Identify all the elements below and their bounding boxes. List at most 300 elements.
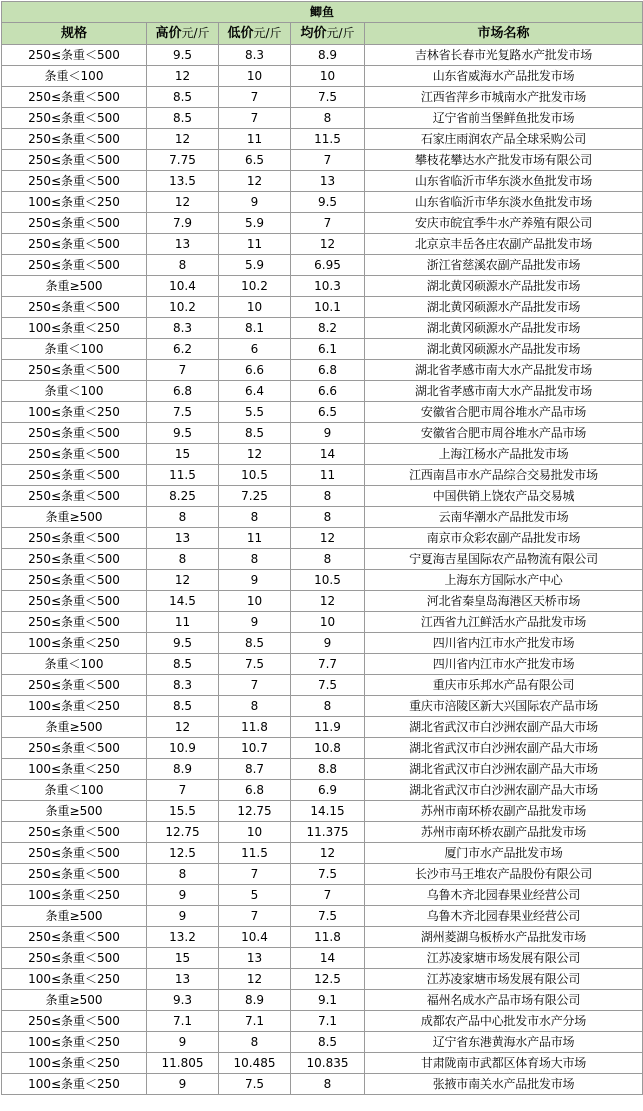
cell-avg: 10.5: [291, 570, 365, 591]
table-row: [2, 171, 643, 192]
cell-low: 10.485: [219, 1053, 291, 1074]
cell-high: 8.3: [147, 675, 219, 696]
cell-high: 9: [147, 1032, 219, 1053]
cell-low: 6: [219, 339, 291, 360]
cell-avg: 9.5: [291, 192, 365, 213]
cell-market: 浙江省慈溪农副产品批发市场: [365, 255, 643, 276]
cell-low: 12: [219, 444, 291, 465]
cell-high: 7.5: [147, 402, 219, 423]
cell-spec: 250≤条重＜500: [2, 738, 147, 759]
cell-avg: 8: [291, 486, 365, 507]
cell-low: 8: [219, 549, 291, 570]
cell-spec: 250≤条重＜500: [2, 927, 147, 948]
cell-avg: 8: [291, 549, 365, 570]
cell-high: 12: [147, 717, 219, 738]
cell-avg: 7.5: [291, 87, 365, 108]
cell-high: 7.75: [147, 150, 219, 171]
cell-avg: 12: [291, 528, 365, 549]
cell-avg: 12.5: [291, 969, 365, 990]
cell-market: 湖北省武汉市白沙洲农副产品大市场: [365, 780, 643, 801]
cell-spec: 250≤条重＜500: [2, 234, 147, 255]
cell-market: 湖北黄冈硕源水产品批发市场: [365, 276, 643, 297]
cell-high: 11: [147, 612, 219, 633]
cell-high: 10.2: [147, 297, 219, 318]
cell-spec: 条重＜100: [2, 654, 147, 675]
cell-low: 7: [219, 87, 291, 108]
table-header-row: [2, 23, 643, 45]
header-high: [147, 23, 219, 45]
cell-spec: 250≤条重＜500: [2, 591, 147, 612]
header-high-label: 高价: [155, 26, 182, 41]
cell-high: 12: [147, 192, 219, 213]
cell-low: 8.3: [219, 45, 291, 66]
cell-avg: 12: [291, 843, 365, 864]
cell-spec: 条重≥500: [2, 276, 147, 297]
table-row: [2, 213, 643, 234]
header-spec: 规格: [2, 23, 147, 45]
cell-high: 7.9: [147, 213, 219, 234]
cell-low: 7: [219, 108, 291, 129]
cell-high: 9.5: [147, 423, 219, 444]
cell-avg: 7.5: [291, 906, 365, 927]
cell-high: 9.5: [147, 633, 219, 654]
cell-market: 张掖市南关水产品批发市场: [365, 1074, 643, 1095]
cell-market: 辽宁省前当堡鲜鱼批发市场: [365, 108, 643, 129]
cell-spec: 250≤条重＜500: [2, 213, 147, 234]
cell-spec: 250≤条重＜500: [2, 843, 147, 864]
cell-avg: 6.9: [291, 780, 365, 801]
cell-spec: 100≤条重＜250: [2, 759, 147, 780]
cell-spec: 100≤条重＜250: [2, 1053, 147, 1074]
table-row: [2, 45, 643, 66]
cell-spec: 条重≥500: [2, 507, 147, 528]
cell-avg: 14: [291, 948, 365, 969]
cell-spec: 100≤条重＜250: [2, 696, 147, 717]
table-row: [2, 696, 643, 717]
table-row: [2, 759, 643, 780]
cell-high: 8.9: [147, 759, 219, 780]
table-row: [2, 591, 643, 612]
cell-market: 四川省内江市水产批发市场: [365, 654, 643, 675]
cell-spec: 250≤条重＜500: [2, 360, 147, 381]
cell-market: 乌鲁木齐北园春果业经营公司: [365, 906, 643, 927]
cell-low: 6.4: [219, 381, 291, 402]
table-row: [2, 612, 643, 633]
cell-high: 11.805: [147, 1053, 219, 1074]
table-row: [2, 885, 643, 906]
cell-avg: 11.375: [291, 822, 365, 843]
cell-low: 7.5: [219, 1074, 291, 1095]
table-row: [2, 675, 643, 696]
cell-low: 8: [219, 1032, 291, 1053]
cell-market: 湖北省武汉市白沙洲农副产品大市场: [365, 717, 643, 738]
cell-spec: 100≤条重＜250: [2, 318, 147, 339]
cell-market: 长沙市马王堆农产品股份有限公司: [365, 864, 643, 885]
cell-high: 9: [147, 1074, 219, 1095]
table-row: [2, 276, 643, 297]
cell-market: 福州名成水产品市场有限公司: [365, 990, 643, 1011]
table-row: [2, 822, 643, 843]
cell-avg: 9: [291, 633, 365, 654]
cell-avg: 12: [291, 234, 365, 255]
cell-low: 9: [219, 570, 291, 591]
cell-high: 8: [147, 864, 219, 885]
cell-low: 8: [219, 696, 291, 717]
cell-high: 9.3: [147, 990, 219, 1011]
header-low-unit: 元/斤: [253, 26, 282, 40]
table-row: [2, 423, 643, 444]
cell-high: 12: [147, 570, 219, 591]
cell-spec: 250≤条重＜500: [2, 486, 147, 507]
cell-spec: 100≤条重＜250: [2, 885, 147, 906]
cell-market: 湖北省孝感市南大水产品批发市场: [365, 360, 643, 381]
header-low: [219, 23, 291, 45]
cell-low: 8.9: [219, 990, 291, 1011]
cell-high: 6.8: [147, 381, 219, 402]
cell-spec: 条重＜100: [2, 339, 147, 360]
cell-spec: 条重≥500: [2, 906, 147, 927]
cell-market: 湖北省武汉市白沙洲农副产品大市场: [365, 738, 643, 759]
cell-high: 12: [147, 66, 219, 87]
table-row: [2, 927, 643, 948]
table-row: [2, 402, 643, 423]
cell-high: 15: [147, 948, 219, 969]
cell-spec: 250≤条重＜500: [2, 570, 147, 591]
cell-market: 湖北省武汉市白沙洲农副产品大市场: [365, 759, 643, 780]
cell-low: 8.5: [219, 633, 291, 654]
cell-low: 8.7: [219, 759, 291, 780]
cell-high: 8.25: [147, 486, 219, 507]
cell-spec: 250≤条重＜500: [2, 612, 147, 633]
cell-low: 9: [219, 612, 291, 633]
cell-low: 13: [219, 948, 291, 969]
cell-high: 7.1: [147, 1011, 219, 1032]
cell-avg: 10.835: [291, 1053, 365, 1074]
cell-spec: 100≤条重＜250: [2, 969, 147, 990]
cell-low: 10: [219, 822, 291, 843]
table-row: [2, 864, 643, 885]
table-row: [2, 444, 643, 465]
table-row: [2, 528, 643, 549]
cell-avg: 7.7: [291, 654, 365, 675]
cell-avg: 14.15: [291, 801, 365, 822]
cell-market: 江西省萍乡市城南水产批发市场: [365, 87, 643, 108]
cell-market: 湖北黄冈硕源水产品批发市场: [365, 339, 643, 360]
cell-low: 11: [219, 528, 291, 549]
table-row: [2, 549, 643, 570]
table-title-row: [2, 2, 643, 23]
table-row: [2, 990, 643, 1011]
table-row: [2, 969, 643, 990]
cell-spec: 250≤条重＜500: [2, 528, 147, 549]
table-row: [2, 255, 643, 276]
cell-low: 5.5: [219, 402, 291, 423]
cell-avg: 8: [291, 507, 365, 528]
cell-avg: 11.8: [291, 927, 365, 948]
cell-high: 10.4: [147, 276, 219, 297]
cell-low: 12.75: [219, 801, 291, 822]
cell-low: 8.1: [219, 318, 291, 339]
cell-avg: 10.3: [291, 276, 365, 297]
cell-market: 湖北省孝感市南大水产品批发市场: [365, 381, 643, 402]
cell-avg: 11: [291, 465, 365, 486]
cell-high: 7: [147, 360, 219, 381]
cell-avg: 8.5: [291, 1032, 365, 1053]
table-row: [2, 150, 643, 171]
cell-market: 安徽省合肥市周谷堆水产品市场: [365, 402, 643, 423]
table-row: [2, 318, 643, 339]
cell-low: 5.9: [219, 255, 291, 276]
cell-market: 重庆市涪陵区新大兴国际农产品市场: [365, 696, 643, 717]
cell-market: 南京市众彩农副产品批发市场: [365, 528, 643, 549]
cell-avg: 6.95: [291, 255, 365, 276]
cell-market: 攀枝花攀达水产批发市场有限公司: [365, 150, 643, 171]
cell-low: 11: [219, 129, 291, 150]
cell-spec: 250≤条重＜500: [2, 549, 147, 570]
cell-spec: 250≤条重＜500: [2, 864, 147, 885]
cell-high: 6.2: [147, 339, 219, 360]
cell-low: 5: [219, 885, 291, 906]
table-row: [2, 360, 643, 381]
cell-spec: 250≤条重＜500: [2, 171, 147, 192]
cell-avg: 7.1: [291, 1011, 365, 1032]
cell-spec: 条重≥500: [2, 801, 147, 822]
cell-market: 安徽省合肥市周谷堆水产品市场: [365, 423, 643, 444]
cell-market: 云南华潮水产品批发市场: [365, 507, 643, 528]
cell-avg: 6.1: [291, 339, 365, 360]
cell-high: 15.5: [147, 801, 219, 822]
cell-avg: 10: [291, 612, 365, 633]
cell-spec: 100≤条重＜250: [2, 192, 147, 213]
table-row: [2, 87, 643, 108]
header-market: 市场名称: [365, 23, 643, 45]
cell-spec: 100≤条重＜250: [2, 1032, 147, 1053]
cell-avg: 8: [291, 696, 365, 717]
cell-low: 11.8: [219, 717, 291, 738]
cell-spec: 250≤条重＜500: [2, 822, 147, 843]
table-row: [2, 780, 643, 801]
table-row: [2, 1074, 643, 1095]
table-row: [2, 339, 643, 360]
cell-market: 江西南昌市水产品综合交易批发市场: [365, 465, 643, 486]
cell-spec: 100≤条重＜250: [2, 402, 147, 423]
cell-avg: 8.2: [291, 318, 365, 339]
cell-market: 重庆市乐邦水产品有限公司: [365, 675, 643, 696]
cell-high: 14.5: [147, 591, 219, 612]
cell-low: 11: [219, 234, 291, 255]
cell-low: 7.1: [219, 1011, 291, 1032]
cell-spec: 100≤条重＜250: [2, 633, 147, 654]
table-row: [2, 1053, 643, 1074]
cell-spec: 250≤条重＜500: [2, 87, 147, 108]
cell-high: 10.9: [147, 738, 219, 759]
cell-high: 8.5: [147, 87, 219, 108]
cell-spec: 250≤条重＜500: [2, 675, 147, 696]
cell-market: 北京京丰岳各庄农副产品批发市场: [365, 234, 643, 255]
cell-avg: 11.5: [291, 129, 365, 150]
cell-avg: 12: [291, 591, 365, 612]
table-title: 鲫鱼: [2, 2, 643, 23]
cell-market: 江苏凌家塘市场发展有限公司: [365, 969, 643, 990]
cell-low: 10: [219, 591, 291, 612]
table-row: [2, 108, 643, 129]
cell-market: 山东省威海水产品批发市场: [365, 66, 643, 87]
cell-market: 湖北黄冈硕源水产品批发市场: [365, 318, 643, 339]
cell-market: 乌鲁木齐北园春果业经营公司: [365, 885, 643, 906]
header-avg-unit: 元/斤: [326, 26, 355, 40]
cell-avg: 10: [291, 66, 365, 87]
table-row: [2, 717, 643, 738]
cell-spec: 250≤条重＜500: [2, 255, 147, 276]
cell-market: 厦门市水产品批发市场: [365, 843, 643, 864]
cell-high: 13: [147, 234, 219, 255]
cell-spec: 250≤条重＜500: [2, 948, 147, 969]
cell-spec: 250≤条重＜500: [2, 297, 147, 318]
cell-low: 11.5: [219, 843, 291, 864]
cell-low: 12: [219, 171, 291, 192]
cell-high: 7: [147, 780, 219, 801]
table-row: [2, 192, 643, 213]
cell-avg: 8: [291, 108, 365, 129]
table-row: [2, 1032, 643, 1053]
cell-avg: 11.9: [291, 717, 365, 738]
table-row: [2, 66, 643, 87]
cell-spec: 250≤条重＜500: [2, 444, 147, 465]
cell-spec: 250≤条重＜500: [2, 108, 147, 129]
cell-spec: 250≤条重＜500: [2, 465, 147, 486]
cell-spec: 250≤条重＜500: [2, 1011, 147, 1032]
cell-high: 8: [147, 549, 219, 570]
cell-market: 吉林省长春市光复路水产批发市场: [365, 45, 643, 66]
cell-spec: 条重≥500: [2, 990, 147, 1011]
cell-high: 12.75: [147, 822, 219, 843]
header-avg: [291, 23, 365, 45]
cell-high: 11.5: [147, 465, 219, 486]
cell-high: 9: [147, 906, 219, 927]
cell-low: 6.8: [219, 780, 291, 801]
table-row: [2, 507, 643, 528]
table-row: [2, 381, 643, 402]
cell-low: 10.2: [219, 276, 291, 297]
cell-avg: 6.5: [291, 402, 365, 423]
cell-spec: 条重＜100: [2, 780, 147, 801]
cell-high: 8.5: [147, 696, 219, 717]
cell-low: 10.7: [219, 738, 291, 759]
cell-market: 上海江杨水产品批发市场: [365, 444, 643, 465]
cell-market: 成都农产品中心批发市水产分场: [365, 1011, 643, 1032]
cell-market: 河北省秦皇岛海港区天桥市场: [365, 591, 643, 612]
header-high-unit: 元/斤: [181, 26, 210, 40]
table-row: [2, 465, 643, 486]
cell-spec: 100≤条重＜250: [2, 1074, 147, 1095]
cell-high: 13: [147, 969, 219, 990]
cell-spec: 条重＜100: [2, 66, 147, 87]
cell-market: 山东省临沂市华东淡水鱼批发市场: [365, 192, 643, 213]
cell-avg: 6.8: [291, 360, 365, 381]
cell-low: 12: [219, 969, 291, 990]
cell-high: 8: [147, 507, 219, 528]
table-row: [2, 1011, 643, 1032]
cell-high: 12.5: [147, 843, 219, 864]
cell-high: 12: [147, 129, 219, 150]
cell-market: 山东省临沂市华东淡水鱼批发市场: [365, 171, 643, 192]
header-low-label: 低价: [227, 26, 254, 41]
cell-market: 安庆市皖宜季牛水产养殖有限公司: [365, 213, 643, 234]
table-row: [2, 570, 643, 591]
cell-high: 9: [147, 885, 219, 906]
cell-market: 辽宁省东港黄海水产品市场: [365, 1032, 643, 1053]
cell-high: 8.3: [147, 318, 219, 339]
cell-low: 6.6: [219, 360, 291, 381]
cell-high: 15: [147, 444, 219, 465]
cell-market: 石家庄雨润农产品全球采购公司: [365, 129, 643, 150]
table-row: [2, 234, 643, 255]
cell-market: 江苏凌家塘市场发展有限公司: [365, 948, 643, 969]
cell-low: 7: [219, 675, 291, 696]
cell-avg: 8: [291, 1074, 365, 1095]
cell-spec: 条重＜100: [2, 381, 147, 402]
cell-high: 8.5: [147, 654, 219, 675]
cell-market: 四川省内江市水产批发市场: [365, 633, 643, 654]
table-row: [2, 486, 643, 507]
table-row: [2, 906, 643, 927]
cell-spec: 250≤条重＜500: [2, 45, 147, 66]
table-row: [2, 633, 643, 654]
cell-spec: 250≤条重＜500: [2, 423, 147, 444]
cell-market: 湖北黄冈硕源水产品批发市场: [365, 297, 643, 318]
cell-avg: 8.8: [291, 759, 365, 780]
cell-low: 7: [219, 906, 291, 927]
price-table: [1, 1, 643, 1095]
cell-market: 江西省九江鲜活水产品批发市场: [365, 612, 643, 633]
cell-avg: 7: [291, 885, 365, 906]
cell-low: 7.25: [219, 486, 291, 507]
cell-low: 10.5: [219, 465, 291, 486]
cell-spec: 条重≥500: [2, 717, 147, 738]
cell-high: 9.5: [147, 45, 219, 66]
cell-high: 13.5: [147, 171, 219, 192]
cell-avg: 8.9: [291, 45, 365, 66]
cell-high: 8: [147, 255, 219, 276]
table-row: [2, 801, 643, 822]
table-body: [2, 45, 643, 1095]
cell-low: 7: [219, 864, 291, 885]
table-row: [2, 948, 643, 969]
cell-market: 苏州市南环桥农副产品批发市场: [365, 801, 643, 822]
cell-low: 8: [219, 507, 291, 528]
cell-avg: 7.5: [291, 675, 365, 696]
cell-market: 中国供销上饶农产品交易城: [365, 486, 643, 507]
header-avg-label: 均价: [300, 26, 327, 41]
cell-market: 上海东方国际水产中心: [365, 570, 643, 591]
cell-low: 10.4: [219, 927, 291, 948]
cell-avg: 6.6: [291, 381, 365, 402]
cell-spec: 250≤条重＜500: [2, 150, 147, 171]
cell-low: 9: [219, 192, 291, 213]
cell-market: 甘肃陇南市武都区体育场大市场: [365, 1053, 643, 1074]
cell-low: 10: [219, 66, 291, 87]
table-row: [2, 297, 643, 318]
cell-avg: 7: [291, 150, 365, 171]
cell-avg: 9.1: [291, 990, 365, 1011]
cell-avg: 10.1: [291, 297, 365, 318]
cell-high: 13.2: [147, 927, 219, 948]
cell-low: 10: [219, 297, 291, 318]
cell-avg: 9: [291, 423, 365, 444]
table-row: [2, 738, 643, 759]
cell-low: 8.5: [219, 423, 291, 444]
cell-market: 宁夏海吉星国际农产品物流有限公司: [365, 549, 643, 570]
